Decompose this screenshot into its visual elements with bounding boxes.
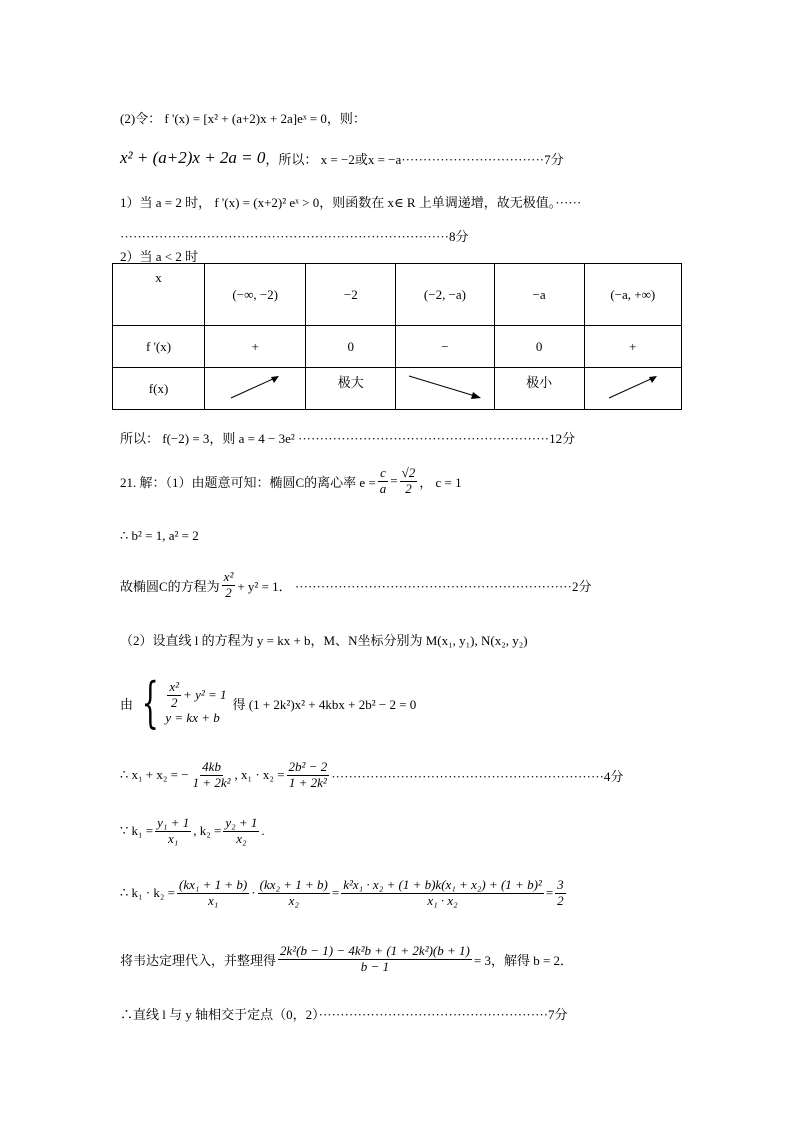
text: ， c = 1 bbox=[419, 474, 462, 490]
fraction-kk1 bbox=[177, 878, 249, 909]
fraction-product bbox=[287, 760, 330, 791]
variation-table bbox=[112, 263, 682, 410]
text: ，所以： x = −2或x = −a bbox=[265, 151, 402, 167]
fraction-x2-over-2 bbox=[222, 570, 236, 601]
table-cell: f '(x) bbox=[113, 326, 205, 368]
text: 所以： f(−2) = 3，则 a = 4 − 3e² ··························································12分 bbox=[120, 431, 576, 446]
text: ∴ x₁ + x₂ = − bbox=[120, 767, 189, 783]
line-roots bbox=[120, 148, 564, 168]
text: + y² = 1 bbox=[183, 687, 227, 702]
brace-icon: { bbox=[141, 671, 159, 734]
table-row-function bbox=[113, 368, 682, 410]
system-of-equations bbox=[133, 671, 227, 734]
fraction-k2 bbox=[223, 816, 259, 847]
text: + y² = 1． ································································2分 bbox=[237, 578, 592, 594]
text: . bbox=[261, 823, 265, 839]
line-fixed-point bbox=[120, 1004, 568, 1023]
numerator: 4kb bbox=[202, 759, 221, 774]
numerator: 2b² − 2 bbox=[288, 759, 328, 774]
line-q21-part2 bbox=[120, 630, 528, 649]
text: , x₁ · x₂ = bbox=[234, 767, 285, 783]
score-4: ·······························································4分 bbox=[331, 768, 624, 784]
line-step2-derivative bbox=[120, 108, 366, 127]
fraction-c-over-a bbox=[378, 466, 389, 497]
fraction-k1 bbox=[155, 816, 191, 847]
fraction-x2-over-2 bbox=[167, 680, 181, 711]
text: ∴直线 l 与 y 轴相交于定点（0，2）·····················································7分 bbox=[120, 1007, 568, 1022]
fraction-kk3 bbox=[341, 878, 544, 909]
numerator: c bbox=[380, 465, 386, 480]
line-b-a-values bbox=[120, 528, 199, 544]
fraction-root2-over-2 bbox=[400, 466, 418, 497]
table-cell: f(x) bbox=[113, 368, 205, 410]
line-slope-product bbox=[120, 878, 568, 909]
denominator: b − 1 bbox=[360, 958, 390, 974]
increasing-arrow-icon bbox=[227, 372, 283, 402]
table-cell bbox=[396, 368, 494, 410]
numerator: 2k²(b − 1) − 4k²b + (1 + 2k²)(b + 1) bbox=[280, 943, 470, 958]
numerator: y₂ + 1 bbox=[225, 815, 258, 830]
fraction-sum bbox=[191, 760, 233, 791]
denominator: x₂ bbox=[288, 892, 299, 908]
table-cell: −2 bbox=[306, 264, 396, 326]
numerator: 3 bbox=[557, 877, 564, 892]
increasing-arrow-icon bbox=[605, 372, 661, 402]
numerator: √2 bbox=[401, 465, 416, 480]
line-q21-part1: 21. 解：（1）由题意可知：椭圆C的离心率 e = $\frac{c}{a}$ = $\frac{√2}{2}$ ， c = 1 bbox=[120, 465, 462, 496]
equation: x² + (a+2)x + 2a = 0 bbox=[120, 148, 266, 167]
text: 由 bbox=[120, 696, 134, 712]
text: y = kx + b bbox=[165, 710, 220, 726]
table-cell: 0 bbox=[306, 326, 396, 368]
text: 2）当 a < 2 时 bbox=[120, 249, 199, 264]
line-conclusion-part2 bbox=[120, 428, 575, 447]
line-system bbox=[120, 671, 417, 734]
text: = 3，解得 b = 2． bbox=[473, 952, 574, 968]
text: = bbox=[545, 885, 554, 901]
text: , k₂ = bbox=[193, 823, 222, 839]
text: · bbox=[251, 885, 256, 901]
table-cell bbox=[205, 368, 306, 410]
table-cell: −a bbox=[494, 264, 584, 326]
text: 将韦达定理代入，并整理得 bbox=[120, 952, 277, 968]
denominator: a bbox=[379, 480, 387, 496]
table-cell: (−a, +∞) bbox=[584, 264, 681, 326]
table-cell: − bbox=[396, 326, 494, 368]
table-cell: (−2, −a) bbox=[396, 264, 494, 326]
line-vieta-substitution bbox=[120, 944, 573, 975]
table-cell: + bbox=[584, 326, 681, 368]
score-8: ············································································8分 bbox=[120, 229, 469, 244]
table-cell: 极小 bbox=[494, 368, 584, 410]
denominator: 2 bbox=[170, 694, 178, 710]
table-cell bbox=[584, 368, 681, 410]
text: 故椭圆C的方程为 bbox=[120, 578, 220, 594]
denominator: 2 bbox=[557, 892, 564, 908]
decreasing-arrow-icon bbox=[405, 372, 485, 402]
table-row-derivative bbox=[113, 326, 682, 368]
table-cell: (−∞, −2) bbox=[205, 264, 306, 326]
denominator: 1 + 2k² bbox=[288, 774, 327, 790]
text: = bbox=[331, 885, 340, 901]
table-cell: 0 bbox=[494, 326, 584, 368]
table-cell: x bbox=[113, 264, 205, 326]
table-row-x bbox=[113, 264, 682, 326]
fraction-kk2 bbox=[258, 878, 330, 909]
numerator: (kx₁ + 1 + b) bbox=[179, 877, 248, 892]
line-slopes bbox=[120, 816, 265, 847]
text: ∴ k₁ · k₂ = bbox=[120, 885, 175, 901]
text: （2）设直线 l 的方程为 y = kx + b，M、N坐标分别为 M(x₁, y₁), N(x₂, y₂) bbox=[120, 633, 528, 648]
denominator: x₁ bbox=[207, 892, 219, 908]
line-ellipse-equation bbox=[120, 570, 591, 601]
line-vieta bbox=[120, 760, 623, 791]
denominator: x₁ · x₂ bbox=[427, 892, 458, 908]
denominator: 2 bbox=[225, 584, 232, 600]
text: ∴ b² = 1, a² = 2 bbox=[120, 528, 199, 543]
numerator: x² bbox=[223, 569, 234, 584]
fraction-3-over-2 bbox=[555, 878, 566, 909]
score-7: ·································7分 bbox=[401, 151, 564, 167]
numerator: (kx₂ + 1 + b) bbox=[259, 877, 328, 892]
numerator: y₁ + 1 bbox=[157, 815, 190, 830]
text: 21. 解：（1）由题意可知：椭圆C的离心率 e = bbox=[120, 474, 376, 490]
line-case1 bbox=[120, 192, 581, 211]
denominator: 1 + 2k² bbox=[192, 774, 231, 790]
fraction-b bbox=[278, 944, 472, 975]
numerator: k²x₁ · x₂ + (1 + b)k(x₁ + x₂) + (1 + b)² bbox=[343, 877, 542, 892]
line-score8 bbox=[120, 226, 469, 245]
table-cell: 极大 bbox=[306, 368, 396, 410]
numerator: x² bbox=[169, 678, 180, 694]
table-cell: + bbox=[205, 326, 306, 368]
denominator: x₂ bbox=[236, 830, 247, 846]
text: (2)令： f '(x) = [x² + (a+2)x + 2a]eˣ = 0，则： bbox=[120, 111, 366, 126]
text: 得 (1 + 2k²)x² + 4kbx + 2b² − 2 = 0 bbox=[232, 696, 417, 712]
text: ∵ k₁ = bbox=[120, 823, 154, 839]
denominator: 2 bbox=[405, 480, 412, 496]
denominator: x₁ bbox=[168, 830, 179, 846]
text: 1）当 a = 2 时， f '(x) = (x+2)² eˣ > 0，则函数在 x∈ R 上单调递增，故无极值。······ bbox=[120, 195, 582, 210]
